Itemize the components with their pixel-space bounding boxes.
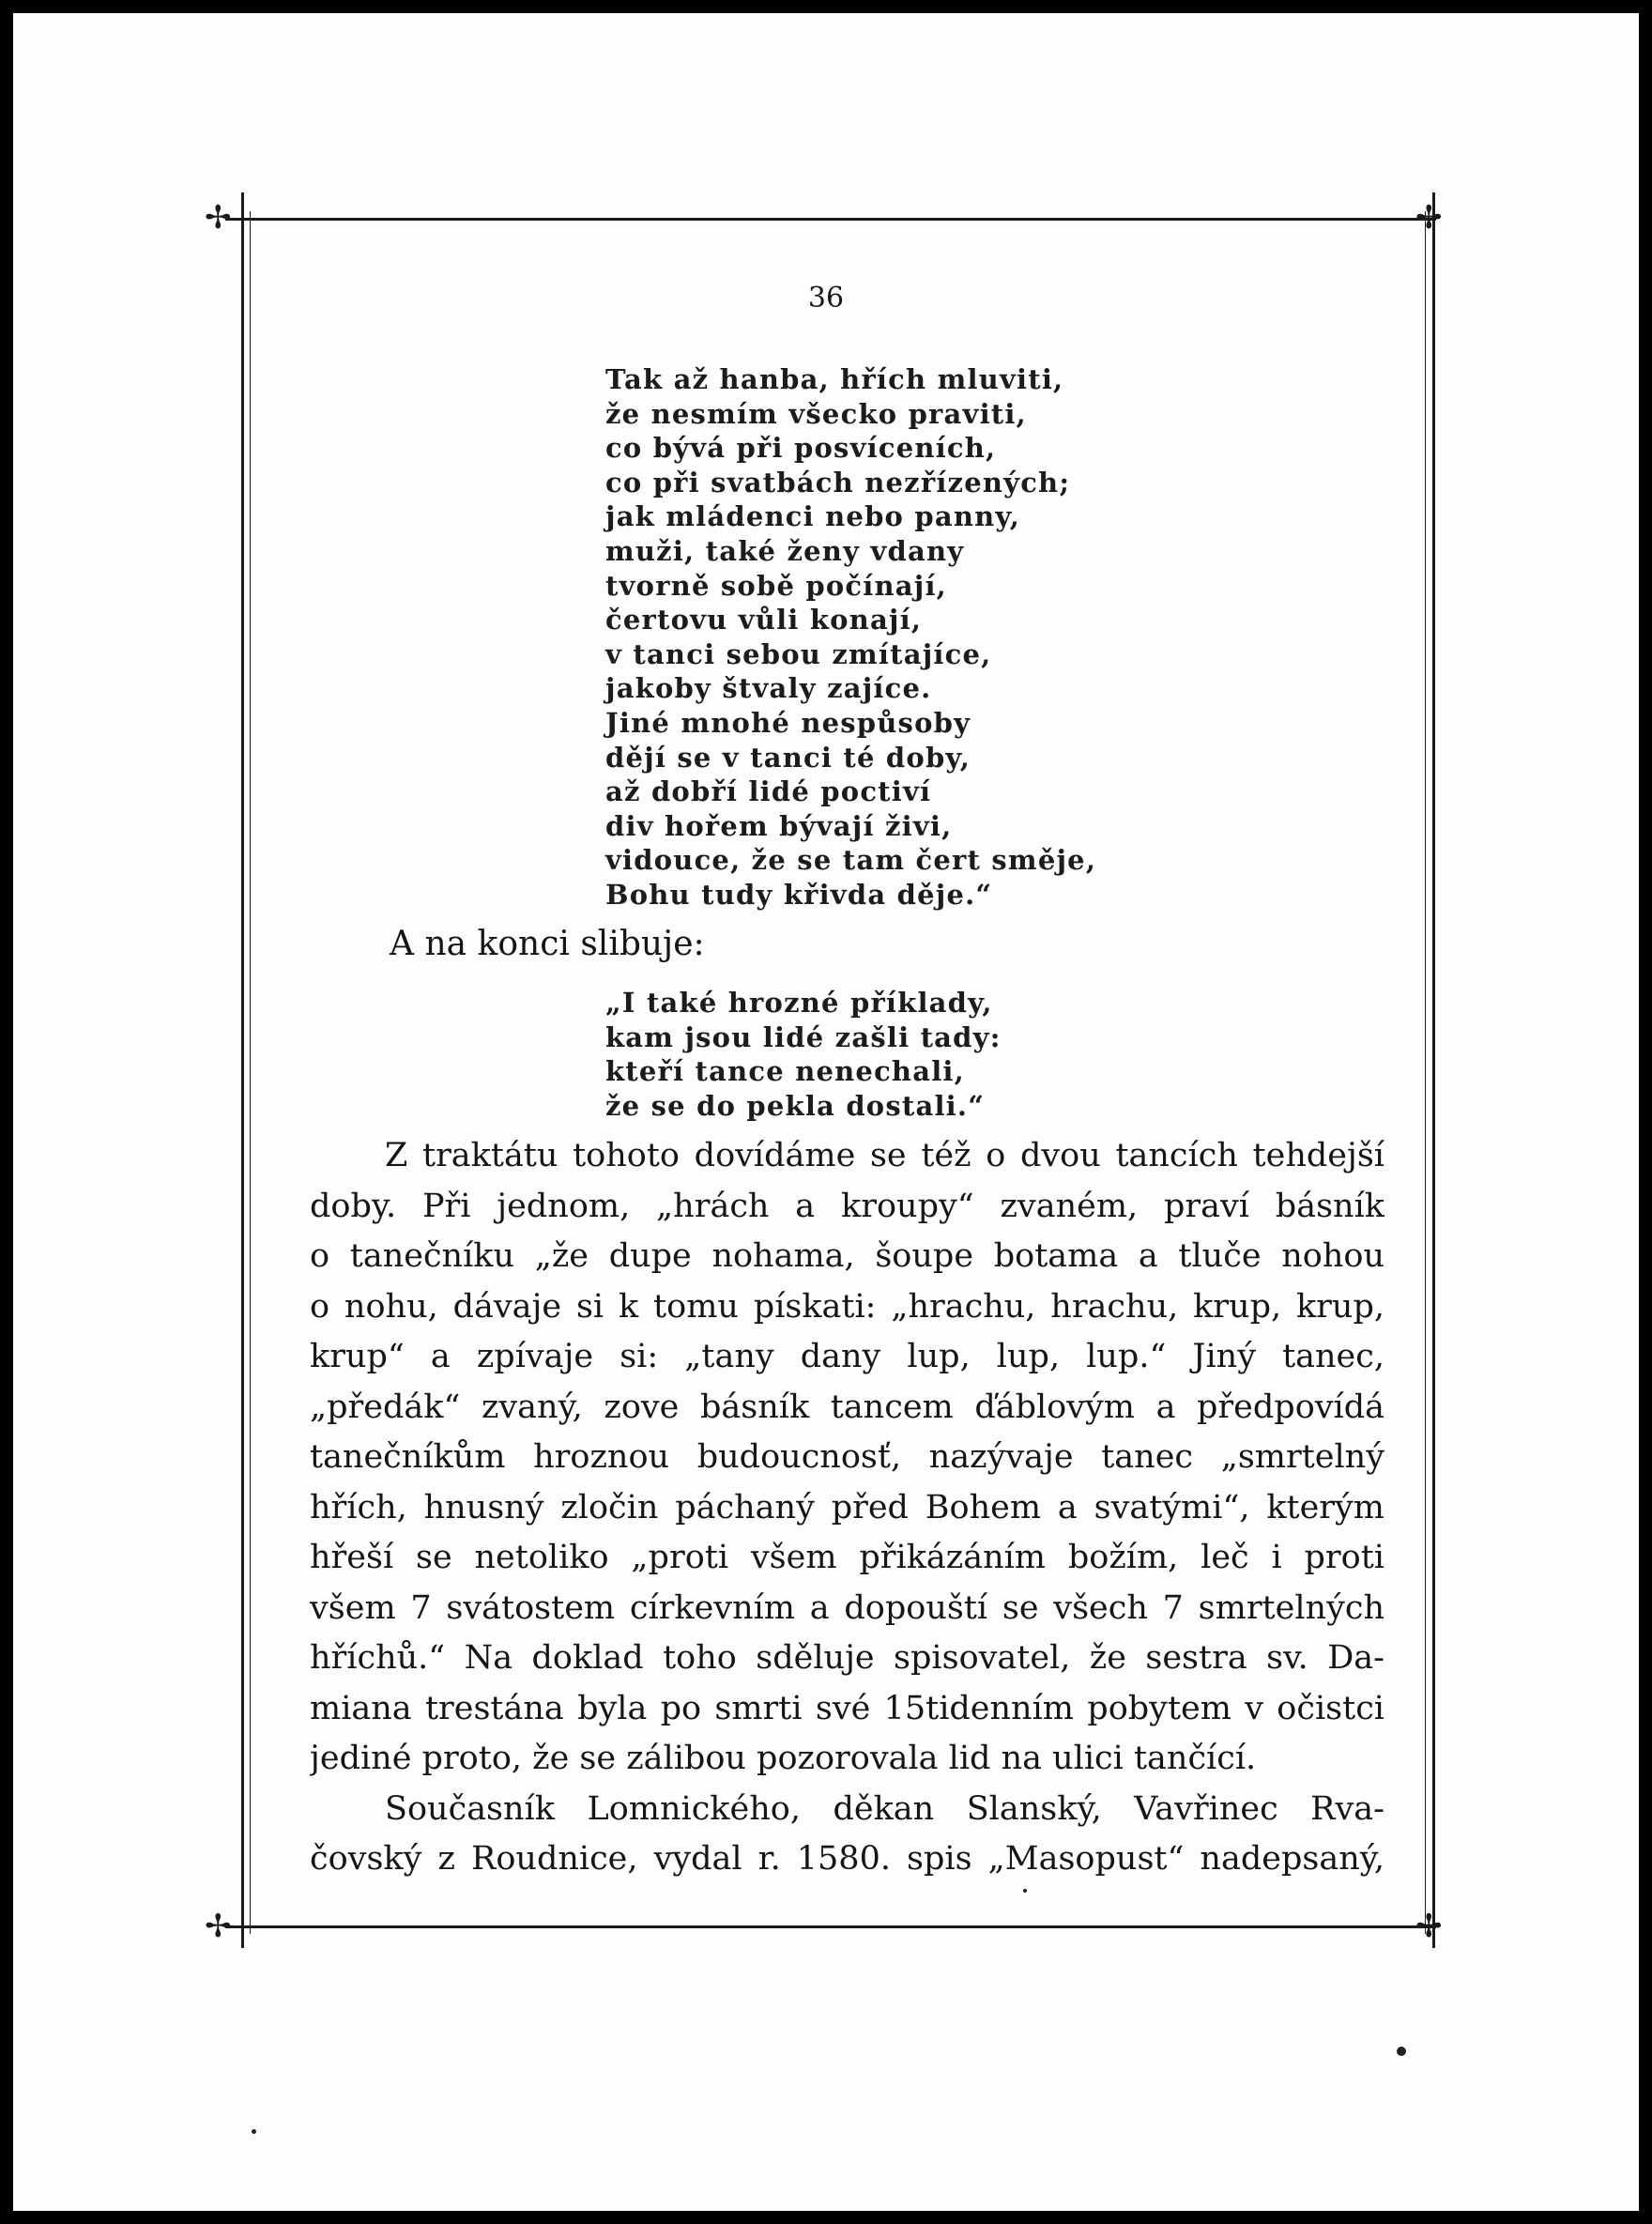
verse-line: jakoby štvaly zajíce. xyxy=(605,672,932,705)
prose-line: Současník Lomnického, děkan Slanský, Vavřinec Rva- xyxy=(385,1789,1384,1828)
verse-line: co bývá při posvíceních, xyxy=(605,432,997,465)
prose-line: všem 7 svátostem církevním a dopouští se všech 7 smrtelných xyxy=(310,1588,1384,1627)
corner-ornament-top-right: ✢ xyxy=(1415,199,1443,237)
frame-right-rule xyxy=(1432,192,1435,1948)
prose-line: hřeší se netoliko „proti všem přikázáním božím, leč i proti xyxy=(310,1539,1384,1576)
verse-line: v tanci sebou zmítajíce, xyxy=(605,637,992,670)
verse-line: jak mládenci nebo panny, xyxy=(605,500,1021,533)
verse-line: že nesmím všecko praviti, xyxy=(605,397,1027,430)
verse-block-1 xyxy=(605,362,1096,913)
verse-line: „I také hrozné příklady, xyxy=(605,987,993,1019)
frame-left-rule xyxy=(241,192,244,1948)
prose-line: miana trestána byla po smrti své 15tidenním pobytem v očistci xyxy=(310,1689,1384,1727)
verse-line: div hořem bývají živi, xyxy=(605,809,953,842)
prose-line: doby. Při jednom, „hrách a kroupy“ zvaném, praví básník xyxy=(310,1187,1384,1225)
verse-line: Jiné mnohé nespůsoby xyxy=(605,706,971,739)
prose-line: hřích, hnusný zločin páchaný před Bohem a svatými“, kterým xyxy=(310,1488,1384,1526)
page-number: 36 xyxy=(807,282,845,314)
verse-line: kam jsou lidé zašli tady: xyxy=(605,1020,1002,1053)
prose-line: hříchů.“ Na doklad toho sděluje spisovatel, že sestra sv. Da- xyxy=(310,1639,1384,1677)
intro-line: A na konci slibuje: xyxy=(390,925,705,963)
verse-line: vidouce, že se tam čert směje, xyxy=(605,844,1097,877)
verse-line: dějí se v tanci té doby, xyxy=(605,741,971,774)
verse-line: že se do pekla dostali.“ xyxy=(605,1089,986,1122)
verse-line: Bohu tudy křivda děje.“ xyxy=(605,878,993,911)
frame-right-inner-rule xyxy=(1425,211,1426,1934)
prose-line: tanečníkům hroznou budoucnosť, nazývaje tanec „smrtelný xyxy=(310,1438,1384,1476)
verse-line: kteří tance nenechali, xyxy=(605,1055,965,1088)
frame-bottom-rule xyxy=(225,1925,1436,1928)
corner-ornament-bottom-right: ✢ xyxy=(1415,1908,1443,1945)
prose-line: čovský z Roudnice, vydal r. 1580. spis „Masopust“ nadepsaný, xyxy=(310,1840,1384,1878)
scan-speck xyxy=(1023,1889,1027,1893)
corner-ornament-bottom-left: ✢ xyxy=(205,1908,232,1945)
prose-line: o tanečníku „že dupe nohama, šoupe botama a tluče nohou xyxy=(310,1237,1384,1275)
verse-line: až dobří lidé poctiví xyxy=(605,775,932,808)
verse-block-2 xyxy=(605,986,1002,1123)
corner-ornament-top-left: ✢ xyxy=(205,199,232,237)
verse-line: co při svatbách nezřízených; xyxy=(605,466,1071,498)
prose-line: o nohu, dávaje si k tomu pískati: „hrachu, hrachu, krup, krup, xyxy=(310,1287,1384,1326)
frame-left-inner-rule xyxy=(250,211,251,1934)
prose-body xyxy=(310,1131,1384,1885)
verse-line: tvorně sobě počínají, xyxy=(605,569,947,602)
prose-line: jediné proto, že se zálibou pozorovala lid na ulici tančící. xyxy=(310,1740,1257,1777)
verse-line: čertovu vůli konají, xyxy=(605,604,923,637)
prose-line: „předák“ zvaný, zove básník tancem ďáblovým a předpovídá xyxy=(310,1388,1384,1426)
verse-line: Tak až hanba, hřích mluviti, xyxy=(605,363,1064,395)
prose-line: Z traktátu tohoto dovídáme se též o dvou tancích tehdejší xyxy=(385,1137,1384,1174)
prose-line: krup“ a zpívaje si: „tany dany lup, lup, lup.“ Jiný tanec, xyxy=(310,1338,1384,1375)
scan-speck xyxy=(1397,2047,1406,2056)
scan-speck xyxy=(252,2129,256,2134)
frame-top-rule xyxy=(225,218,1436,221)
verse-line: muži, také ženy vdany xyxy=(605,534,965,567)
